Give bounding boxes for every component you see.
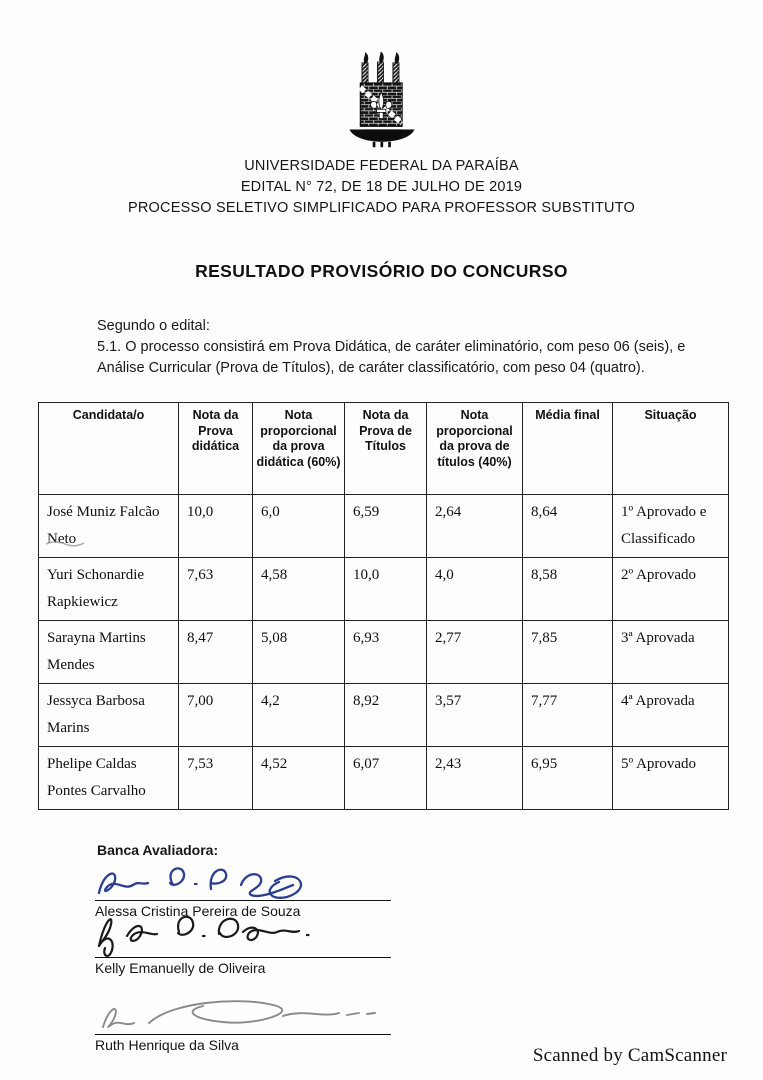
cell-media_final: 8,64 — [523, 495, 613, 558]
cell-prop_didatica: 6,0 — [253, 495, 345, 558]
signature-2-name: Kelly Emanuelly de Oliveira — [95, 960, 266, 976]
results-table — [38, 402, 729, 810]
column-header-nota_titulos: Nota da Prova de Títulos — [345, 403, 427, 495]
column-header-media_final: Média final — [523, 403, 613, 495]
university-name: UNIVERSIDADE FEDERAL DA PARAÍBA — [244, 158, 519, 174]
header-row — [39, 403, 729, 495]
cell-prop_titulos: 4,0 — [427, 558, 523, 621]
column-header-prop_didatica: Nota proporcional da prova didática (60%) — [253, 403, 345, 495]
signature-2-line — [95, 957, 391, 958]
banca-avaliadora-label: Banca Avaliadora: — [97, 842, 219, 858]
signature-block-2 — [95, 927, 395, 976]
column-header-name: Candidata/o — [39, 403, 179, 495]
cell-media_final: 7,85 — [523, 621, 613, 684]
table-row — [39, 558, 729, 621]
cell-media_final: 7,77 — [523, 684, 613, 747]
university-logo — [0, 0, 763, 148]
cell-name: Jessyca Barbosa Marins — [39, 684, 179, 747]
column-header-nota_didatica: Nota da Prova didática — [179, 403, 253, 495]
cell-prop_didatica: 4,2 — [253, 684, 345, 747]
torch-flames — [363, 52, 398, 63]
table-row — [39, 621, 729, 684]
table-row — [39, 747, 729, 810]
cell-prop_didatica: 4,58 — [253, 558, 345, 621]
column-header-prop_titulos: Nota proporcional da prova de títulos (40%) — [427, 403, 523, 495]
cell-nota_didatica: 10,0 — [179, 495, 253, 558]
signature-section — [95, 870, 763, 1053]
cell-nota_titulos: 6,59 — [345, 495, 427, 558]
results-table-head — [39, 403, 729, 495]
scan-smudge-artifact — [45, 531, 85, 541]
cell-nota_didatica: 8,47 — [179, 621, 253, 684]
intro-paragraph — [97, 316, 697, 379]
cell-prop_didatica: 5,08 — [253, 621, 345, 684]
cell-name: Sarayna Martins Mendes — [39, 621, 179, 684]
cell-situacao: 2º Aprovado — [613, 558, 729, 621]
cell-nota_didatica: 7,63 — [179, 558, 253, 621]
intro-clause-line2: Análise Curricular (Prova de Títulos), de caráter classificatório, com peso 04 (quatro). — [97, 360, 645, 376]
document-title: RESULTADO PROVISÓRIO DO CONCURSO — [195, 261, 568, 281]
cell-situacao: 4ª Aprovada — [613, 684, 729, 747]
cell-nota_titulos: 6,07 — [345, 747, 427, 810]
cell-prop_titulos: 2,64 — [427, 495, 523, 558]
cell-name: José Muniz Falcão Neto — [39, 495, 179, 558]
cell-situacao: 5º Aprovado — [613, 747, 729, 810]
column-header-situacao: Situação — [613, 403, 729, 495]
cell-media_final: 6,95 — [523, 747, 613, 810]
table-row — [39, 495, 729, 558]
intro-lead: Segundo o edital: — [97, 318, 210, 334]
signature-1-name: Alessa Cristina Pereira de Souza — [95, 903, 301, 919]
ufpb-coat-of-arms-icon — [343, 52, 421, 148]
signature-block-3 — [95, 1004, 395, 1053]
processo-line: PROCESSO SELETIVO SIMPLIFICADO PARA PROFESSOR SUBSTITUTO — [128, 200, 635, 216]
cell-name: Phelipe Caldas Pontes Carvalho — [39, 747, 179, 810]
cell-prop_didatica: 4,52 — [253, 747, 345, 810]
cell-media_final: 8,58 — [523, 558, 613, 621]
cell-prop_titulos: 3,57 — [427, 684, 523, 747]
cell-nota_didatica: 7,53 — [179, 747, 253, 810]
cell-nota_titulos: 10,0 — [345, 558, 427, 621]
cell-situacao: 1º Aprovado e Classificado — [613, 495, 729, 558]
cell-nota_didatica: 7,00 — [179, 684, 253, 747]
signature-3-line — [95, 1034, 391, 1035]
camscanner-watermark: Scanned by CamScanner — [532, 1045, 727, 1066]
intro-clause-line1: 5.1. O processo consistirá em Prova Didática, de caráter eliminatório, com peso 06 (seis), e — [97, 339, 686, 355]
results-table-body — [39, 495, 729, 810]
cell-nota_titulos: 8,92 — [345, 684, 427, 747]
signature-3-name: Ruth Henrique da Silva — [95, 1037, 239, 1053]
cell-prop_titulos: 2,43 — [427, 747, 523, 810]
signature-1-line — [95, 900, 391, 901]
cell-prop_titulos: 2,77 — [427, 621, 523, 684]
cell-nota_titulos: 6,93 — [345, 621, 427, 684]
table-row — [39, 684, 729, 747]
signature-block-1 — [95, 870, 395, 919]
edital-line: EDITAL N° 72, DE 18 DE JULHO DE 2019 — [240, 179, 523, 195]
cell-situacao: 3ª Aprovada — [613, 621, 729, 684]
cell-name: Yuri Schonardie Rapkiewicz — [39, 558, 179, 621]
